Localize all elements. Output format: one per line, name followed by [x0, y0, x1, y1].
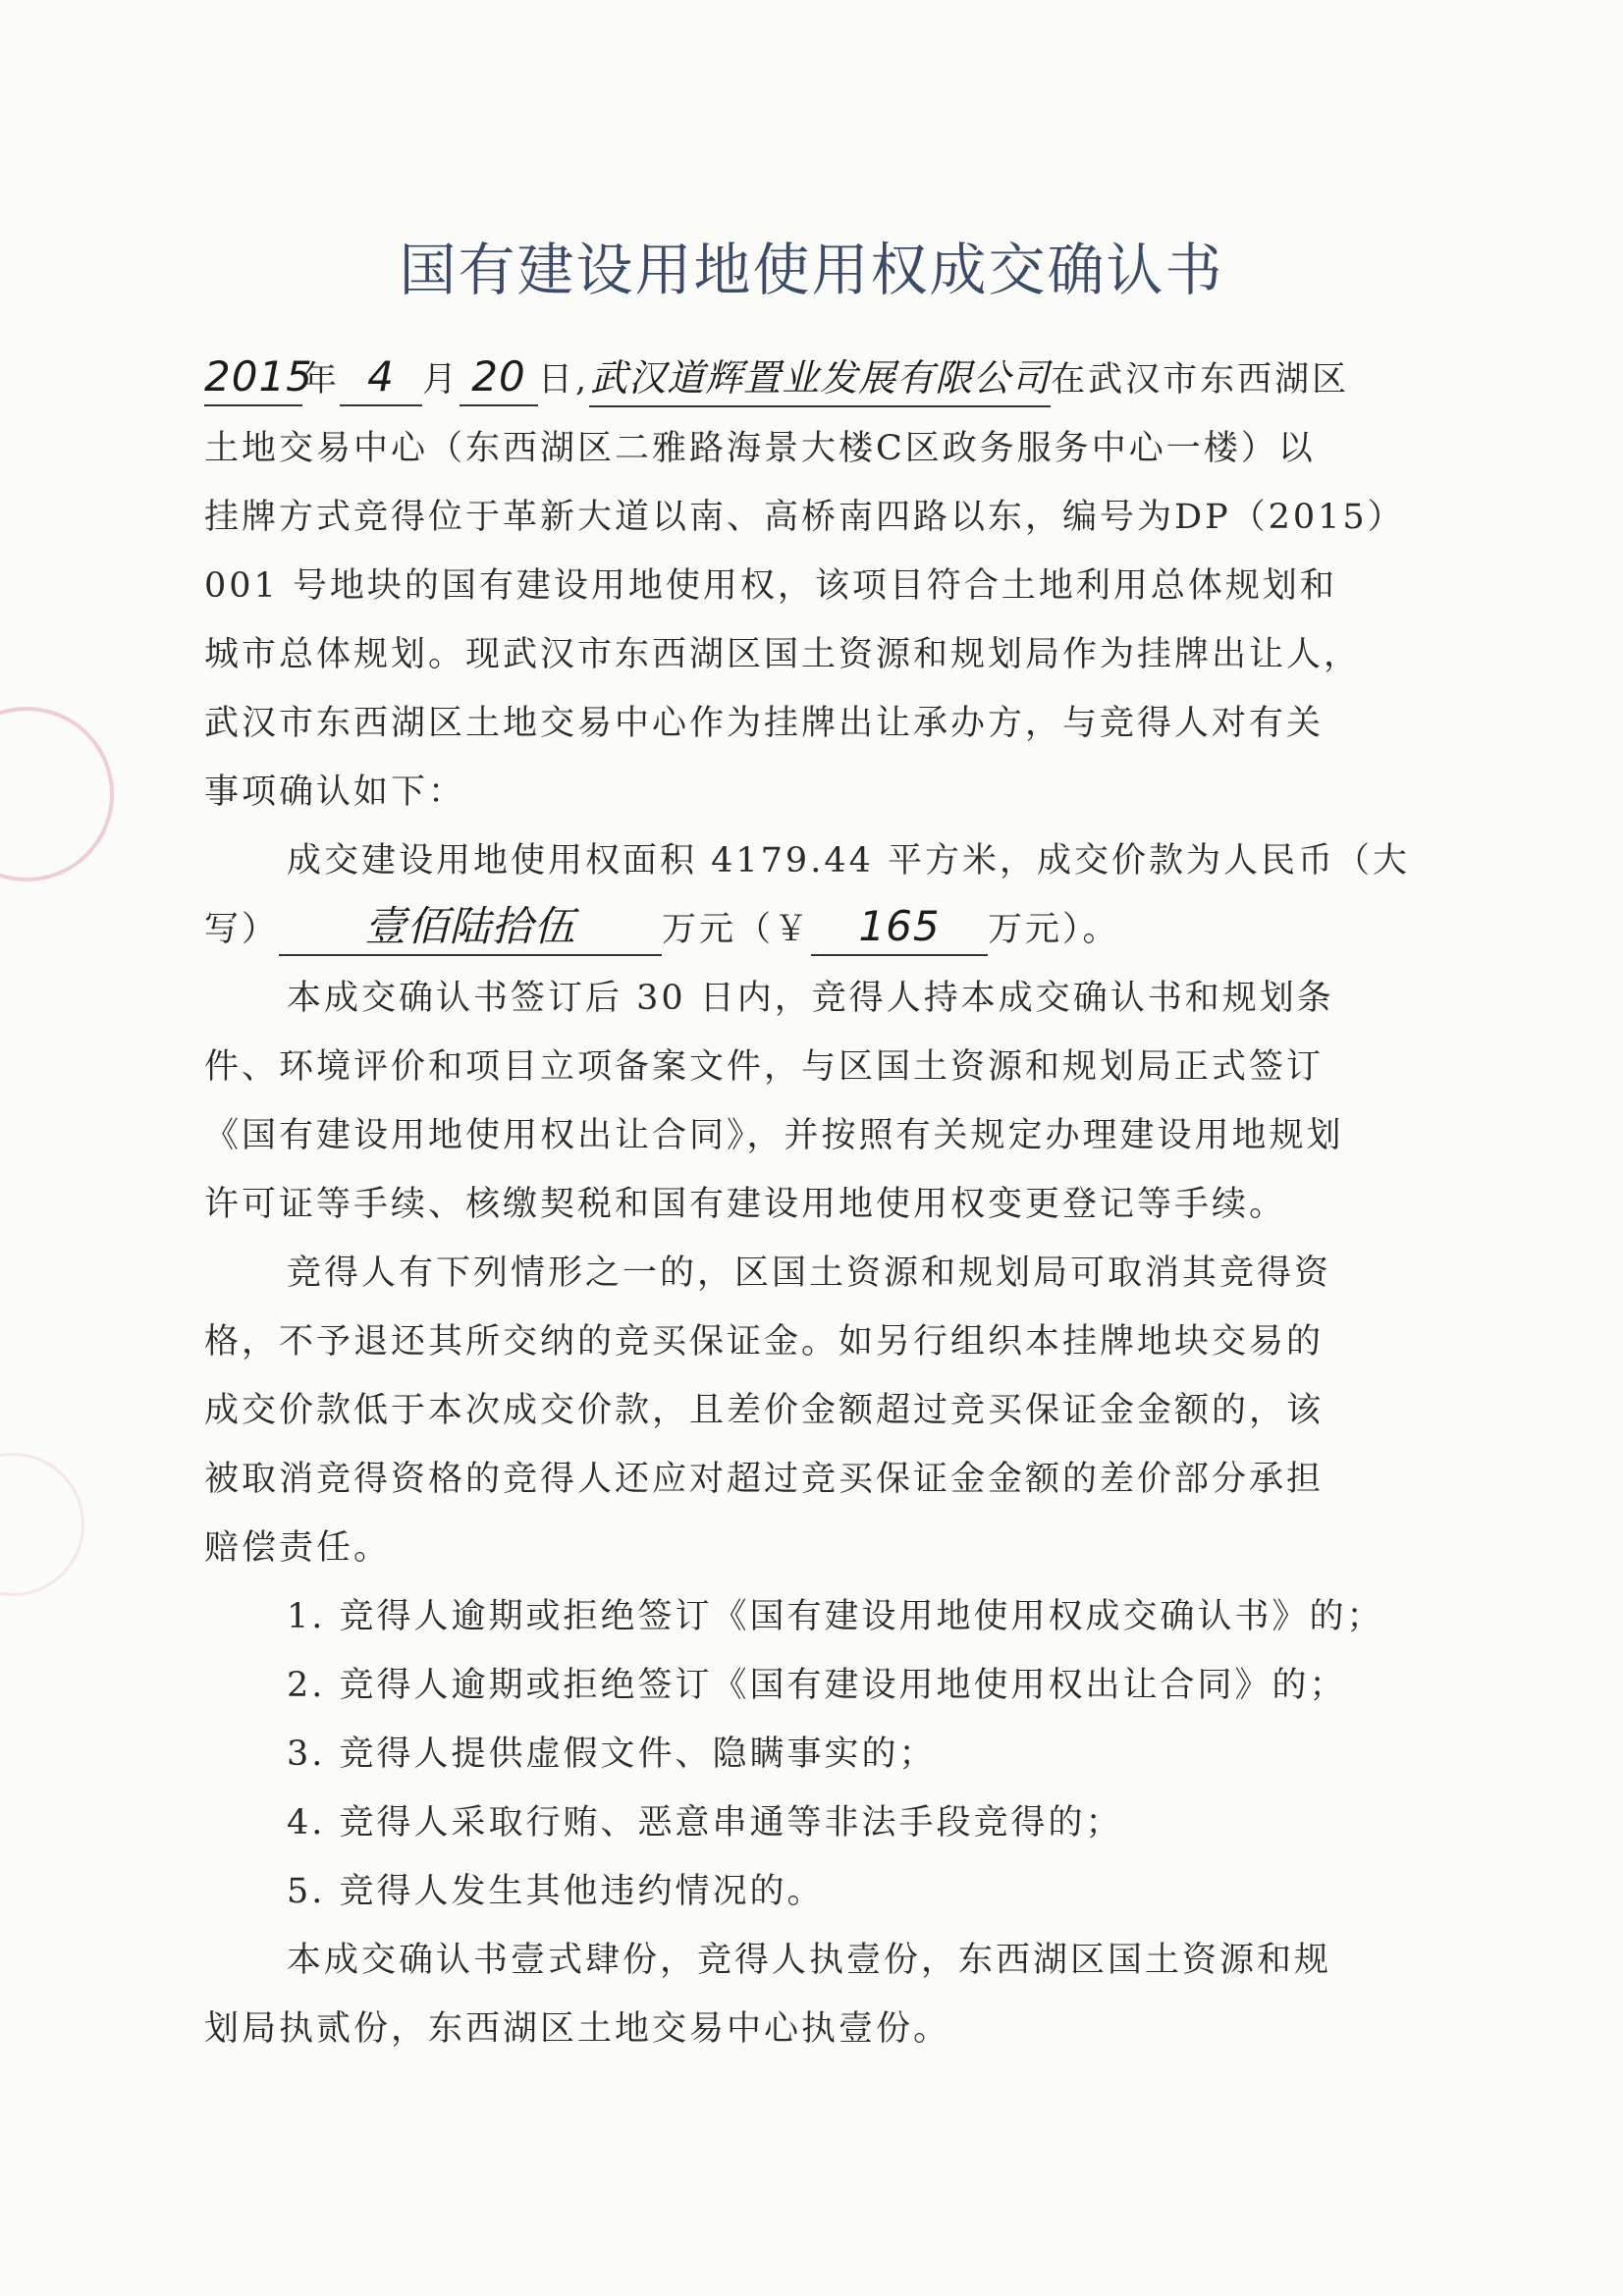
- paragraph1-line3: 挂牌方式竞得位于革新大道以南、高桥南四路以东，编号为DP（2015）: [204, 498, 1405, 537]
- paragraph1-line1-tail: 在武汉市东西湖区: [1051, 360, 1350, 400]
- date-line: [204, 346, 1443, 414]
- day-field: 20: [460, 349, 538, 406]
- list-item: 3. 竞得人提供虚假文件、隐瞒事实的；: [287, 1735, 937, 1774]
- list-item: 1. 竞得人逾期或拒绝签订《国有建设用地使用权成交确认书》的；: [287, 1597, 1384, 1636]
- paragraph4-line: 赔偿责任。: [204, 1528, 392, 1568]
- paragraph1-line6: 武汉市东西湖区土地交易中心作为挂牌出让承办方，与竞得人对有关: [204, 704, 1325, 743]
- paragraph1-line2: 土地交易中心（东西湖区二雅路海景大楼C区政务服务中心一楼）以: [204, 429, 1316, 468]
- paragraph3-line: 件、环境评价和项目立项备案文件，与区国土资源和规划局正式签订: [204, 1047, 1325, 1087]
- paragraph3-line: 许可证等手续、核缴契税和国有建设用地使用权变更登记等手续。: [204, 1185, 1287, 1224]
- list-item: 5. 竞得人发生其他违约情况的。: [287, 1872, 825, 1911]
- paragraph5-line: 本成交确认书壹式肆份，竞得人执壹份，东西湖区国土资源和规: [287, 1941, 1332, 1980]
- year-field: 2015: [204, 349, 302, 406]
- list-item: 4. 竞得人采取行贿、恶意串通等非法手段竞得的；: [287, 1803, 1123, 1842]
- paragraph1-line7: 事项确认如下：: [204, 773, 466, 812]
- red-seal-stamp: [0, 707, 114, 881]
- list-item: 2. 竞得人逾期或拒绝签订《国有建设用地使用权出让合同》的；: [287, 1666, 1347, 1705]
- document-title: 国有建设用地使用权成交确认书: [399, 237, 1224, 303]
- document-body: [204, 346, 1443, 2063]
- paragraph5-line: 划局执贰份，东西湖区土地交易中心执壹份。: [204, 2009, 951, 2049]
- price-line: [204, 895, 1443, 964]
- paragraph4-line: 被取消竞得资格的竞得人还应对超过竞买保证金金额的差价部分承担: [204, 1460, 1325, 1499]
- paragraph4-line: 格，不予退还其所交纳的竞买保证金。如另行组织本挂牌地块交易的: [204, 1322, 1325, 1362]
- price-mid: 万元（￥: [662, 910, 812, 949]
- paragraph1-line5: 城市总体规划。现武汉市东西湖区国土资源和规划局作为挂牌出让人，: [204, 635, 1362, 674]
- faint-seal-stamp: [0, 1453, 84, 1596]
- buyer-name-field: 武汉道辉置业发展有限公司: [589, 350, 1051, 407]
- amount-words-field: 壹佰陆拾伍: [279, 899, 662, 956]
- month-unit: 月: [422, 360, 460, 400]
- amount-number-field: 165: [811, 899, 988, 956]
- paragraph3-line: 《国有建设用地使用权出让合同》，并按照有关规定办理建设用地规划: [204, 1116, 1344, 1155]
- paragraph1-line4: 001 号地块的国有建设用地使用权，该项目符合土地利用总体规划和: [204, 566, 1337, 606]
- paragraph4-line: 成交价款低于本次成交价款，且差价金额超过竞买保证金金额的，该: [204, 1391, 1325, 1430]
- day-unit: 日,: [538, 360, 590, 400]
- price-suffix: 万元）。: [988, 910, 1120, 949]
- month-field: 4: [340, 349, 422, 406]
- price-prefix: 写）: [204, 910, 280, 949]
- paragraph4-line: 竞得人有下列情形之一的，区国土资源和规划局可取消其竞得资: [287, 1254, 1332, 1293]
- year-unit: 年: [302, 360, 341, 400]
- paragraph3-line: 本成交确认书签订后 30 日内，竞得人持本成交确认书和规划条: [287, 979, 1334, 1018]
- paragraph2-line1: 成交建设用地使用权面积 4179.44 平方米，成交价款为人民币（大: [287, 841, 1410, 881]
